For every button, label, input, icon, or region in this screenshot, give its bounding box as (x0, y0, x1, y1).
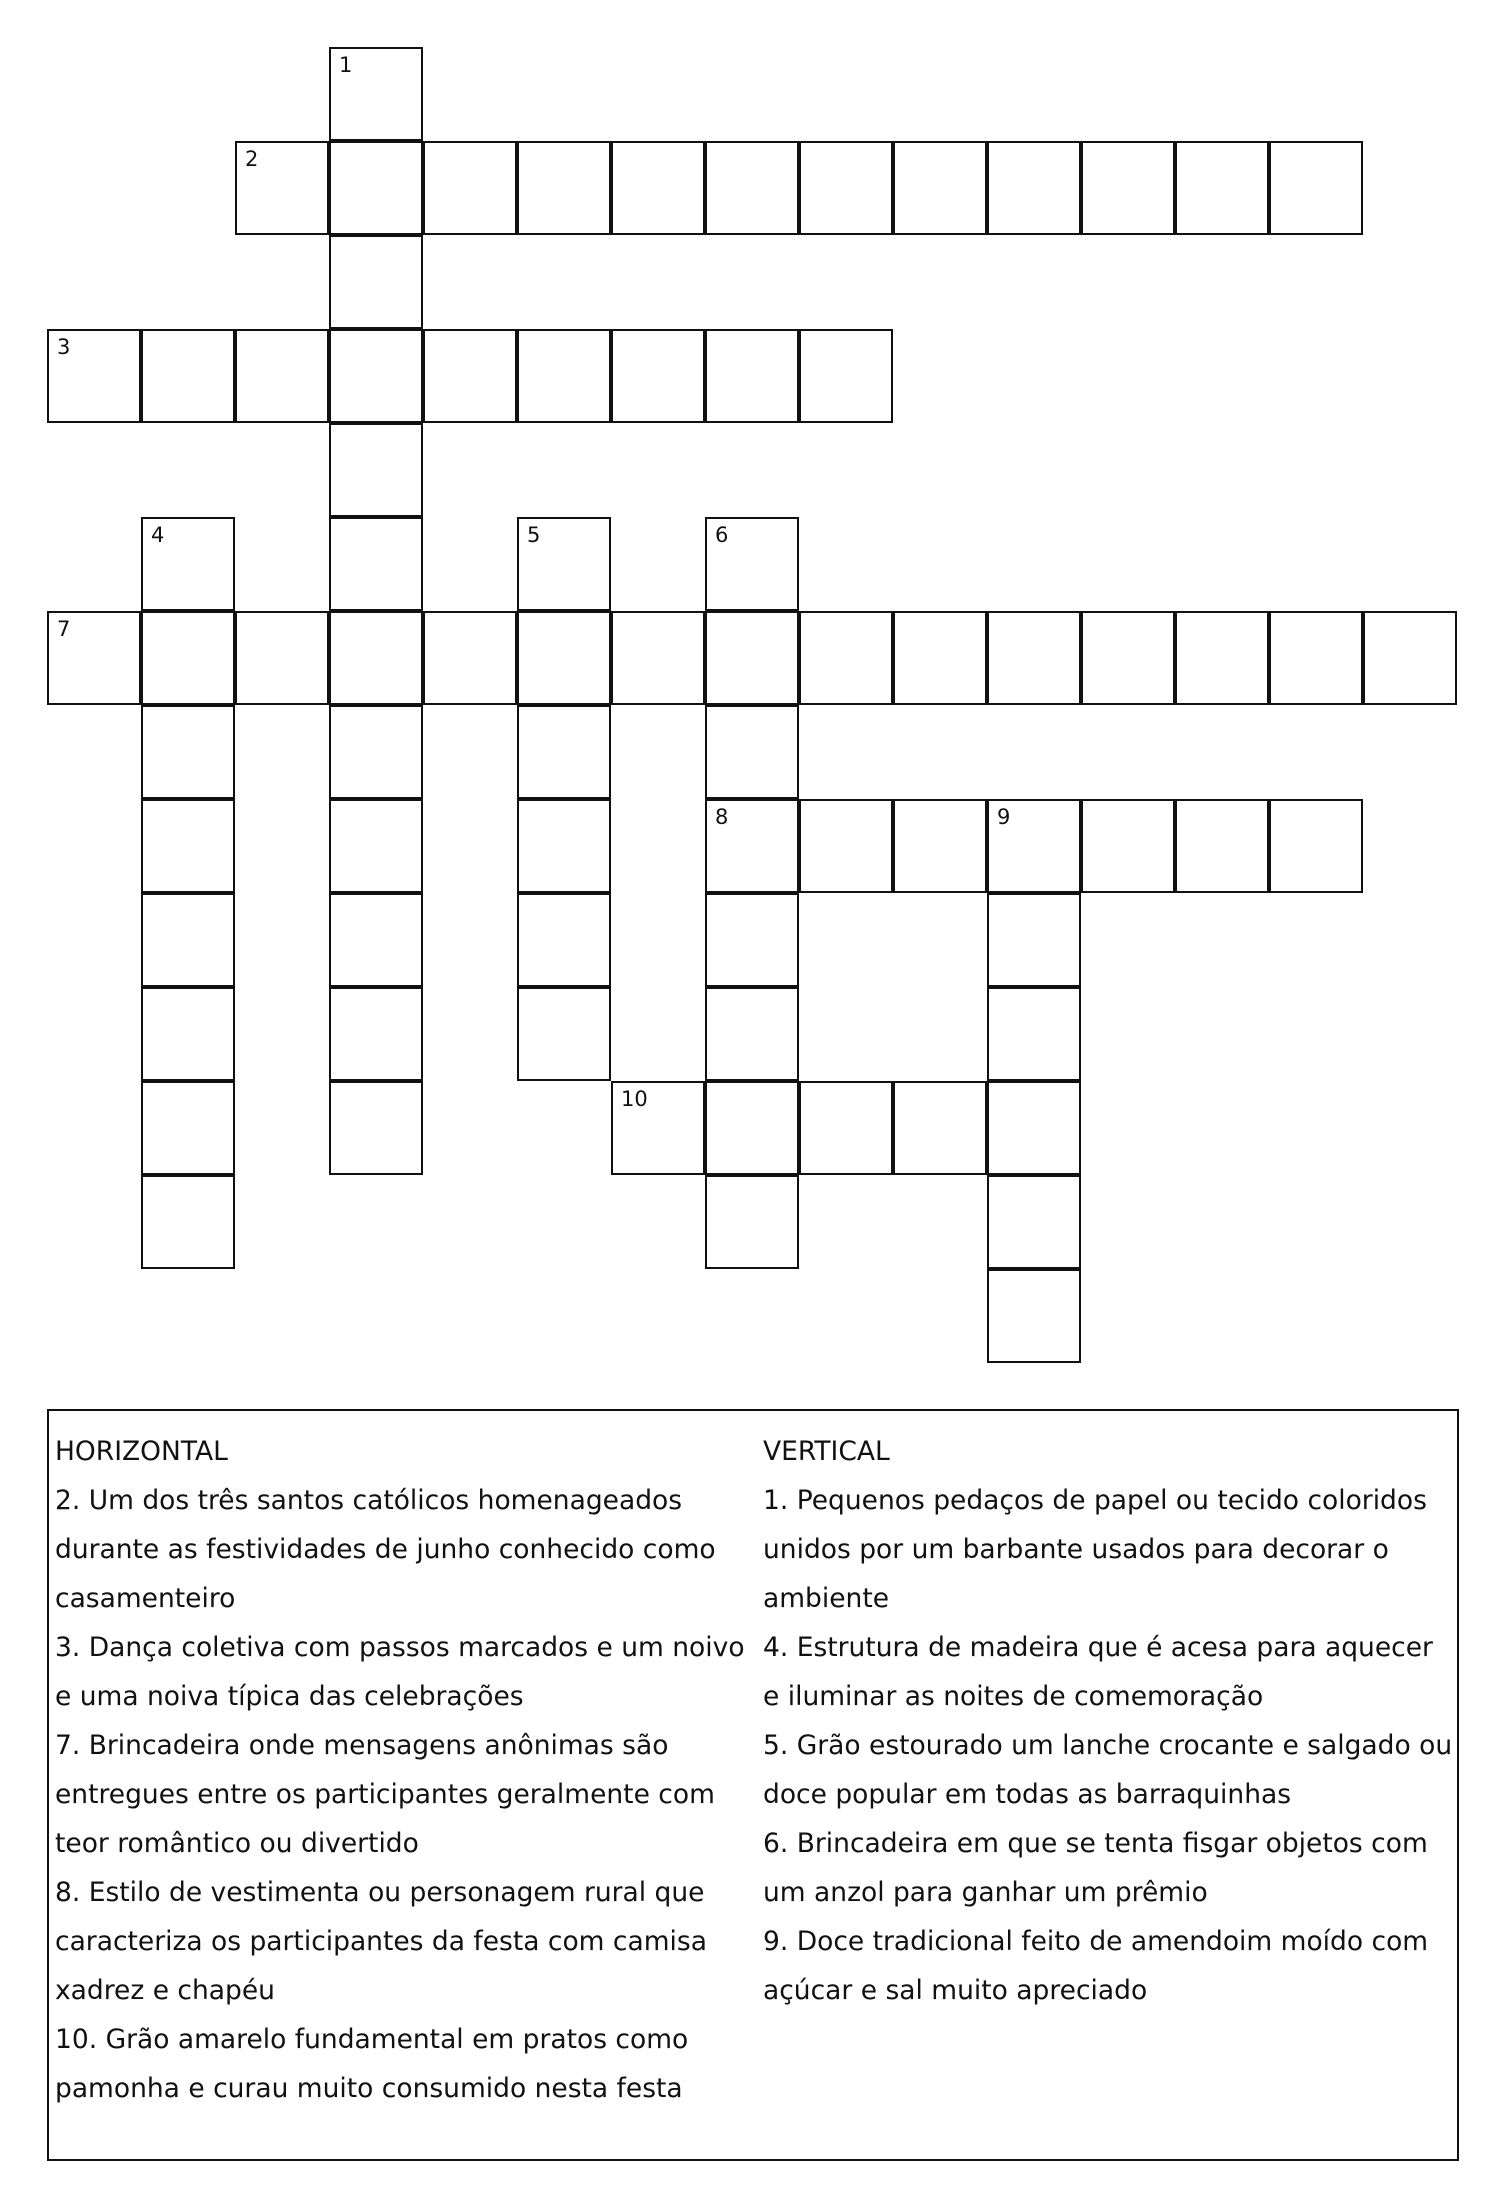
clue-number: 10 (621, 1087, 648, 1111)
grid-cell[interactable] (235, 329, 329, 423)
clue-number: 6 (715, 523, 729, 547)
grid-cell[interactable] (705, 987, 799, 1081)
grid-cell[interactable] (329, 611, 423, 705)
grid-cell[interactable] (329, 517, 423, 611)
horizontal-clues (55, 1427, 755, 2113)
clue-vertical-6: 6. Brincadeira em que se tenta fisgar objetos com um anzol para ganhar um prêmio (763, 1828, 1428, 1908)
grid-cell[interactable] (517, 141, 611, 235)
grid-cell[interactable] (1269, 611, 1363, 705)
grid-cell[interactable] (705, 705, 799, 799)
grid-cell[interactable] (799, 1081, 893, 1175)
grid-cell[interactable] (141, 1081, 235, 1175)
grid-cell[interactable] (705, 1175, 799, 1269)
clue-horizontal-3: 3. Dança coletiva com passos marcados e um noivo e uma noiva típica das celebrações (55, 1632, 745, 1712)
grid-cell[interactable] (141, 893, 235, 987)
grid-cell[interactable] (799, 799, 893, 893)
grid-cell[interactable] (517, 799, 611, 893)
grid-cell[interactable] (1269, 141, 1363, 235)
grid-cell[interactable] (517, 705, 611, 799)
clue-number: 5 (527, 523, 541, 547)
grid-cell[interactable] (141, 1175, 235, 1269)
clue-number: 7 (57, 617, 71, 641)
grid-cell[interactable] (705, 329, 799, 423)
grid-cell[interactable] (517, 987, 611, 1081)
horizontal-heading: HORIZONTAL (55, 1436, 228, 1467)
clue-vertical-5: 5. Grão estourado um lanche crocante e salgado ou doce popular em todas as barraquinhas (763, 1730, 1453, 1810)
grid-cell[interactable] (423, 611, 517, 705)
grid-cell[interactable] (1081, 611, 1175, 705)
grid-cell[interactable] (987, 611, 1081, 705)
grid-cell[interactable] (987, 893, 1081, 987)
grid-cell[interactable] (141, 799, 235, 893)
grid-cell[interactable] (1175, 141, 1269, 235)
clue-horizontal-8: 8. Estilo de vestimenta ou personagem rural que caracteriza os participantes da festa com camisa xadrez e chapéu (55, 1877, 707, 2006)
grid-cell[interactable] (799, 141, 893, 235)
grid-cell[interactable] (705, 799, 799, 893)
grid-cell[interactable] (329, 423, 423, 517)
grid-cell[interactable] (1081, 799, 1175, 893)
grid-cell[interactable] (329, 1081, 423, 1175)
grid-cell[interactable] (329, 705, 423, 799)
grid-cell[interactable] (705, 517, 799, 611)
clue-number: 1 (339, 53, 353, 77)
grid-cell[interactable] (799, 329, 893, 423)
grid-cell[interactable] (611, 141, 705, 235)
clue-vertical-4: 4. Estrutura de madeira que é acesa para aquecer e iluminar as noites de comemoração (763, 1632, 1433, 1712)
grid-cell[interactable] (329, 987, 423, 1081)
clue-horizontal-7: 7. Brincadeira onde mensagens anônimas são entregues entre os participantes geralmente com teor romântico ou divertido (55, 1730, 715, 1859)
grid-cell[interactable] (517, 329, 611, 423)
grid-cell[interactable] (235, 611, 329, 705)
clue-number: 2 (245, 147, 259, 171)
grid-cell[interactable] (893, 611, 987, 705)
grid-cell[interactable] (141, 611, 235, 705)
grid-cell[interactable] (893, 799, 987, 893)
grid-cell[interactable] (1269, 799, 1363, 893)
clue-number: 4 (151, 523, 165, 547)
grid-cell[interactable] (329, 329, 423, 423)
grid-cell[interactable] (141, 705, 235, 799)
grid-cell[interactable] (329, 235, 423, 329)
grid-cell[interactable] (1363, 611, 1457, 705)
grid-cell[interactable] (141, 987, 235, 1081)
grid-cell[interactable] (329, 799, 423, 893)
grid-cell[interactable] (141, 517, 235, 611)
grid-cell[interactable] (517, 517, 611, 611)
grid-cell[interactable] (799, 611, 893, 705)
grid-cell[interactable] (705, 611, 799, 705)
grid-cell[interactable] (423, 329, 517, 423)
clue-horizontal-10: 10. Grão amarelo fundamental em pratos como pamonha e curau muito consumido nesta festa (55, 2024, 689, 2104)
grid-cell[interactable] (987, 1269, 1081, 1363)
grid-cell[interactable] (705, 1081, 799, 1175)
grid-cell[interactable] (329, 893, 423, 987)
grid-cell[interactable] (47, 611, 141, 705)
clue-number: 9 (997, 805, 1011, 829)
clue-number: 8 (715, 805, 729, 829)
grid-cell[interactable] (705, 893, 799, 987)
grid-cell[interactable] (987, 799, 1081, 893)
grid-cell[interactable] (893, 141, 987, 235)
grid-cell[interactable] (423, 141, 517, 235)
vertical-heading: VERTICAL (763, 1436, 890, 1467)
grid-cell[interactable] (611, 329, 705, 423)
clue-number: 3 (57, 335, 71, 359)
grid-cell[interactable] (705, 141, 799, 235)
grid-cell[interactable] (329, 47, 423, 141)
grid-cell[interactable] (517, 893, 611, 987)
grid-cell[interactable] (235, 141, 329, 235)
clue-horizontal-2: 2. Um dos três santos católicos homenageados durante as festividades de junho conhecido como casamenteiro (55, 1485, 716, 1614)
grid-cell[interactable] (987, 987, 1081, 1081)
grid-cell[interactable] (47, 329, 141, 423)
grid-cell[interactable] (517, 611, 611, 705)
clue-vertical-9: 9. Doce tradicional feito de amendoim moído com açúcar e sal muito apreciado (763, 1926, 1429, 2006)
grid-cell[interactable] (893, 1081, 987, 1175)
grid-cell[interactable] (987, 1175, 1081, 1269)
clue-vertical-1: 1. Pequenos pedaços de papel ou tecido coloridos unidos por um barbante usados para decorar o ambiente (763, 1485, 1427, 1614)
grid-cell[interactable] (611, 1081, 705, 1175)
grid-cell[interactable] (1081, 141, 1175, 235)
grid-cell[interactable] (1175, 799, 1269, 893)
grid-cell[interactable] (329, 141, 423, 235)
grid-cell[interactable] (611, 611, 705, 705)
clues-box (47, 1409, 1459, 2161)
grid-cell[interactable] (987, 1081, 1081, 1175)
vertical-clues (763, 1427, 1457, 2015)
grid-cell[interactable] (1175, 611, 1269, 705)
grid-cell[interactable] (141, 329, 235, 423)
grid-cell[interactable] (987, 141, 1081, 235)
